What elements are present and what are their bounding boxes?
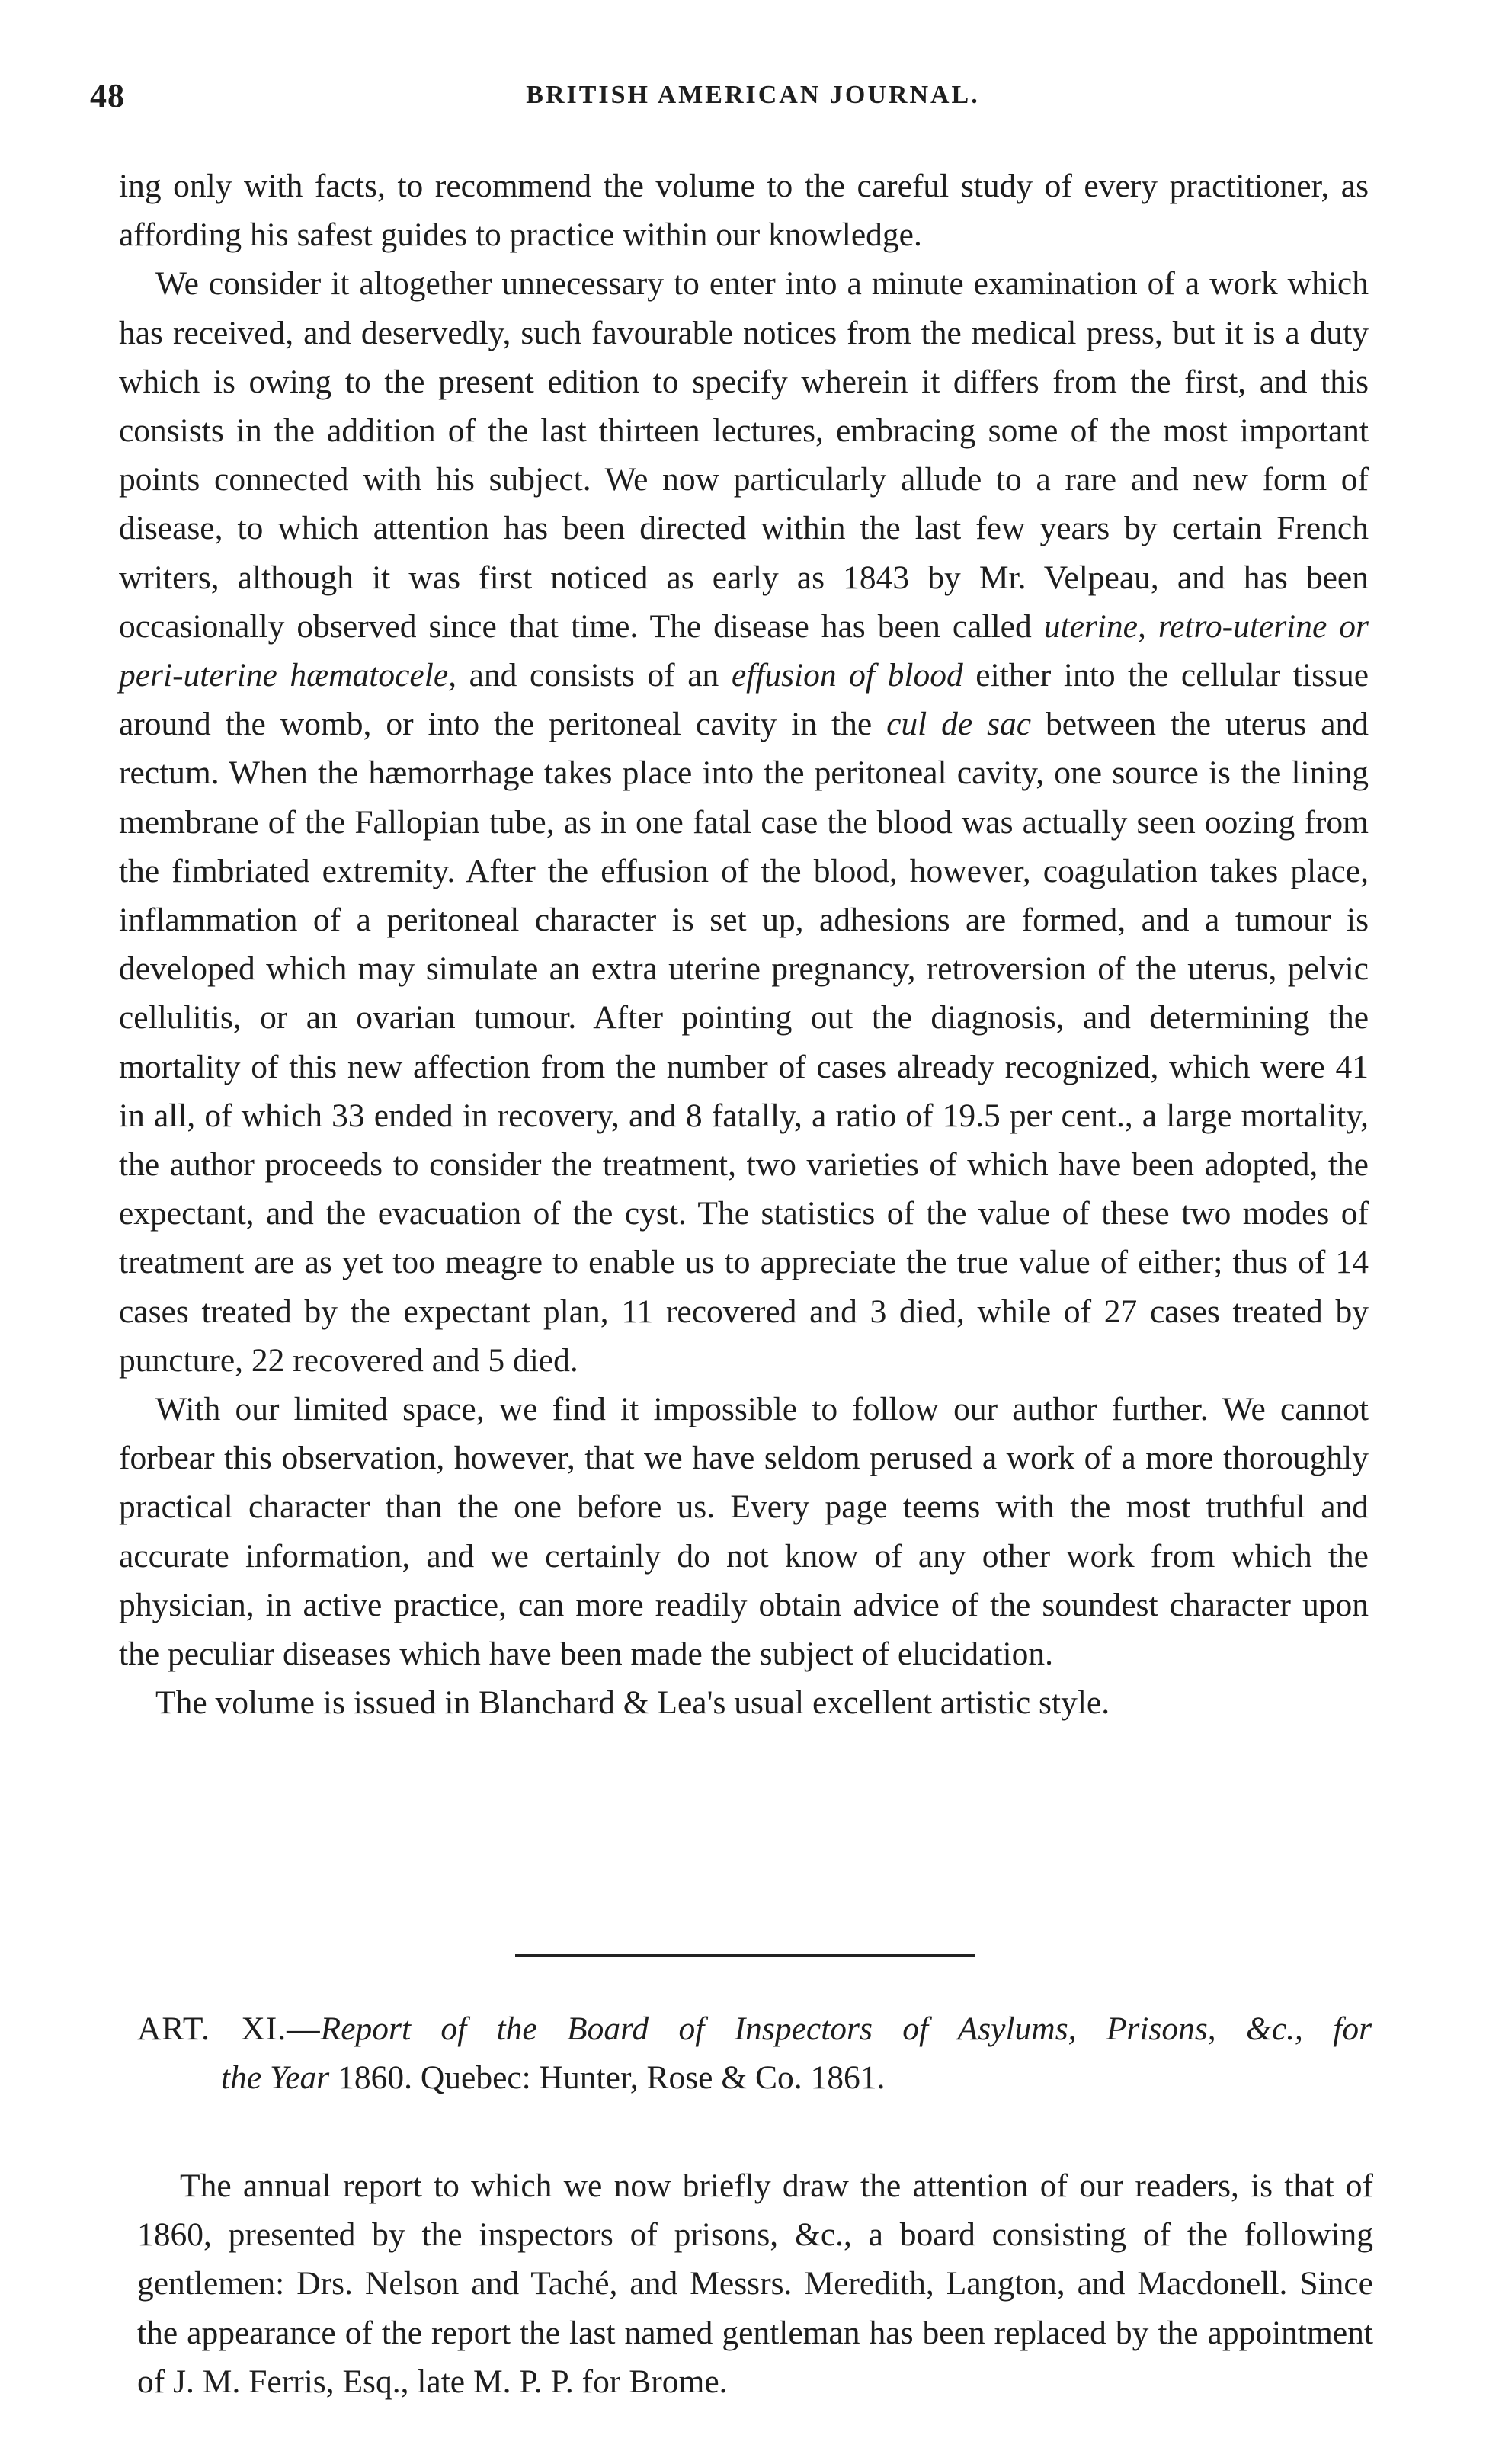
review-paragraph-2-text-2: and consists of an: [456, 657, 732, 694]
review-paragraph-2-text-1: We consider it altogether unnecessary to enter into a minute examination of a work which has received, and deservedly, such favourable notices from the medical press, but it is a duty which is owing to the present edition to specify wherein it differs from the first, and this consists in the addition of the last thirteen lectures, embracing some of the most important points connected with his subject. We now particularly allude to a rare and new form of disease, to which attention has been directed within the last few years by certain French writers, although it was first noticed as early as 1843 by Mr. Velpeau, and has been occasionally observed since that time. The disease has been called: [119, 265, 1369, 645]
report-paragraph-1: The annual report to which we now briefly draw the attention of our readers, is that of 1860, presented by the inspectors of prisons, &c., a board consisting of the following gentlemen: Drs. Nelson and Taché, and Messrs. Meredith, Langton, and Macdonell. Since the appearance of the report the last named gentleman has been replaced by the appointment of J. M. Ferris, Esq., late M. P. P. for Brome.: [137, 2168, 1373, 2400]
article-title-italic: the Year: [221, 2059, 330, 2096]
article-heading: [137, 2004, 1372, 2102]
review-paragraph-2: [119, 259, 1369, 1385]
journal-title: BRITISH AMERICAN JOURNAL.: [526, 81, 980, 109]
article-heading-line-2: [137, 2053, 1372, 2102]
review-paragraph-3: With our limited space, we find it impossible to follow our author further. We cannot forbear this observation, however, that we have seldom perused a work of a more thoroughly practical character than the one before us. Every page teems with the most truthful and accurate information, and we certainly do not know of any other work from which the physician, in active practice, can more readily obtain advice of the soundest character upon the peculiar diseases which have been made the subject of elucidation.: [119, 1391, 1369, 1673]
review-body: [119, 162, 1369, 1728]
effusion-term: effusion of blood: [731, 657, 963, 694]
page-number: 48: [90, 77, 125, 114]
article-publication: 1860. Quebec: Hunter, Rose & Co. 1861.: [329, 2059, 886, 2096]
article-heading-line-1: [137, 2004, 1372, 2053]
review-paragraph-2-text-4: between the uterus and rectum. When the hæmorrhage takes place into the peritoneal cavity, one source is the lining membrane of the Fallopian tube, as in one fatal case the blood was actually seen oozing from the fimbriated extremity. After the effusion of the blood, however, coagulation takes place, inflammation of a peritoneal character is set up, adhesions are formed, and a tumour is developed which may simulate an extra uterine pregnancy, retroversion of the uterus, pelvic cellulitis, or an ovarian tumour. After pointing out the diagnosis, and determining the mortality of this new affection from the number of cases already recognized, which were 41 in all, of which 33 ended in recovery, and 8 fatally, a ratio of 19.5 per cent., a large mortality, the author proceeds to consider the treatment, two varieties of which have been adopted, the expectant, and the evacuation of the cyst. The statistics of the value of these two modes of treatment are as yet too meagre to enable us to appreciate the true value of either; thus of 14 cases treated by the expectant plan, 11 recovered and 3 died, while of 27 cases treated by puncture, 22 recovered and 5 died.: [119, 706, 1369, 1379]
review-paragraph-2-text-3: either into the cellular tissue around the womb, or into the peritoneal cavity in the: [119, 657, 1369, 743]
running-head: [90, 76, 1385, 137]
review-paragraph-4: The volume is issued in Blanchard & Lea's usual excellent artistic style.: [155, 1684, 1110, 1722]
report-body: [137, 2161, 1373, 2406]
review-paragraph-1: ing only with facts, to recommend the volume to the careful study of every practitioner, as affording his safest guides to practice within our knowledge.: [119, 168, 1369, 254]
hematocele-term: uterine, retro-uterine or peri-uterine hæmatocele,: [119, 607, 1369, 694]
article-title-line-1: Report of the Board of Inspectors of Asylums, Prisons, &c., for: [320, 2011, 1372, 2047]
section-divider: [515, 1954, 975, 1957]
cul-de-sac-term: cul de sac: [886, 706, 1032, 743]
article-label: ART. XI.—: [137, 2011, 321, 2047]
